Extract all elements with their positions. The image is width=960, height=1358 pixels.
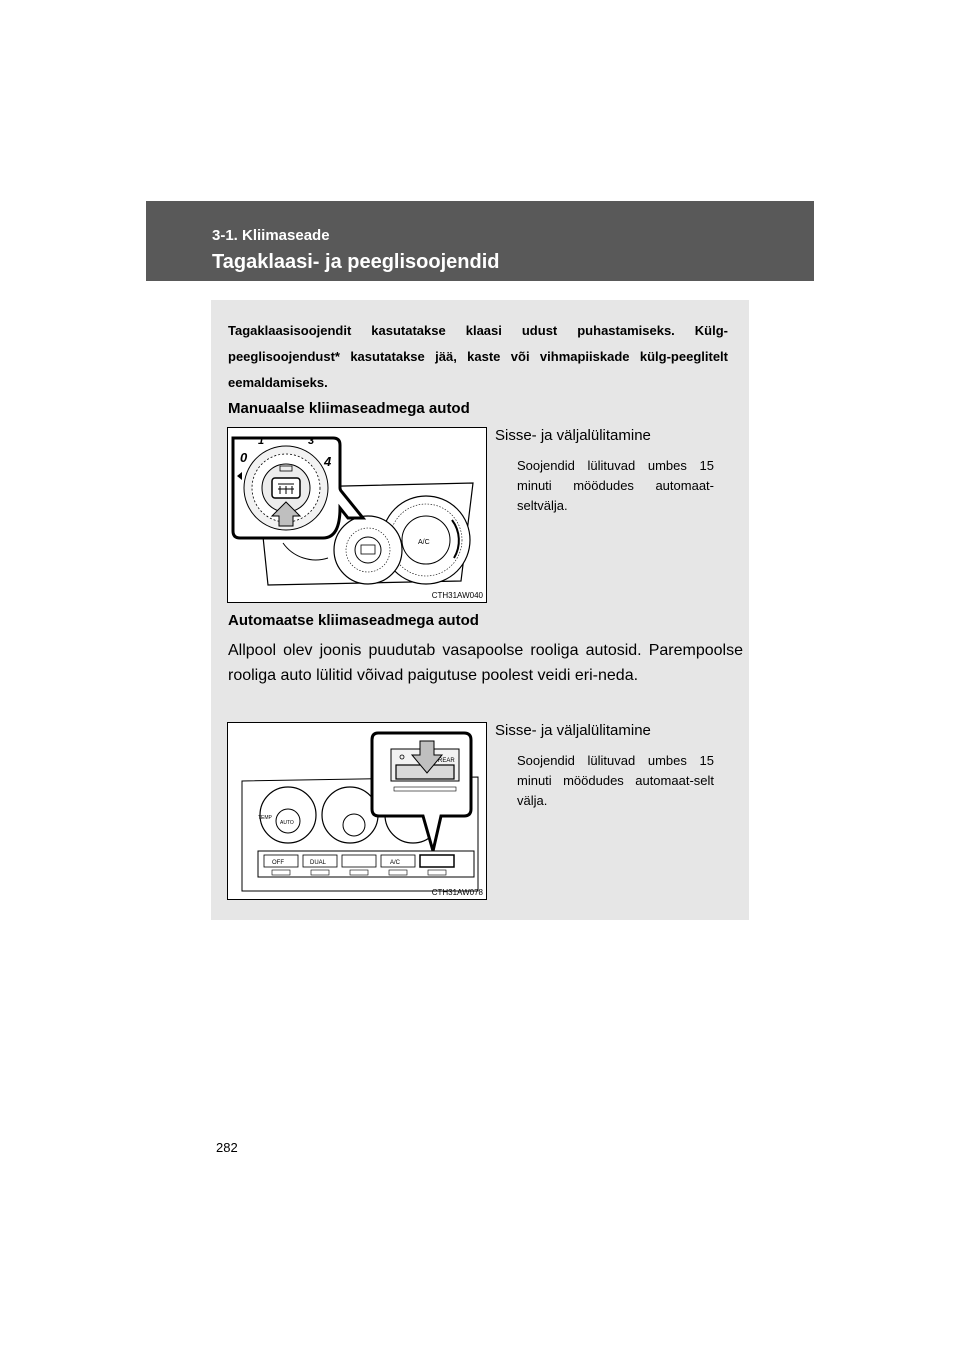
automatic-heading: Automaatse kliimaseadmega autod xyxy=(228,612,479,629)
dial-number-3: 3 xyxy=(308,435,315,447)
automatic-climate-figure xyxy=(227,722,487,900)
section-header xyxy=(146,201,814,281)
manual-heading: Manuaalse kliimaseadmega autod xyxy=(228,400,470,417)
manual-climate-illustration xyxy=(228,428,486,602)
manual-step-title: Sisse- ja väljalülitamine xyxy=(495,427,651,444)
off-button-label: OFF xyxy=(272,860,284,866)
dual-button-label: DUAL xyxy=(310,860,327,866)
dial-number-0: 0 xyxy=(240,450,248,465)
dial-number-1: 1 xyxy=(258,435,265,447)
rear-label: REAR xyxy=(438,758,455,764)
automatic-step-title: Sisse- ja väljalülitamine xyxy=(495,722,651,739)
manual-climate-figure xyxy=(227,427,487,603)
ac-button-label: A/C xyxy=(390,860,401,866)
temp-label: TEMP xyxy=(258,815,272,821)
manual-step-text: Soojendid lülituvad umbes 15 minuti möödudes automaat-seltvälja. xyxy=(517,458,714,513)
section-label: 3-1. Kliimaseade xyxy=(212,227,330,244)
page-title: Tagaklaasi- ja peeglisoojendid xyxy=(212,251,500,273)
intro-text: Tagaklaasisoojendit kasutatakse klaasi udust puhastamiseks. Külg-peeglisoojendust* kasutatakse jää, kaste või vihmapiiskade külg-peeglitelt eemaldamiseks. xyxy=(228,323,728,390)
automatic-climate-illustration xyxy=(228,723,486,899)
page-number: 282 xyxy=(216,1140,238,1155)
dial-number-4: 4 xyxy=(324,454,332,469)
figure-code: CTH31AW078 xyxy=(431,888,483,897)
figure-code: CTH31AW040 xyxy=(431,591,483,600)
automatic-text: Allpool olev joonis puudutab vasapoolse rooliga autosid. Parempoolse rooliga auto lülitid võivad paigutuse poolest veidi eri-neda. xyxy=(228,642,743,684)
auto-label: AUTO xyxy=(280,820,294,826)
ac-label: A/C xyxy=(418,539,430,546)
automatic-step-text: Soojendid lülituvad umbes 15 minuti möödudes automaat-selt välja. xyxy=(517,753,714,808)
